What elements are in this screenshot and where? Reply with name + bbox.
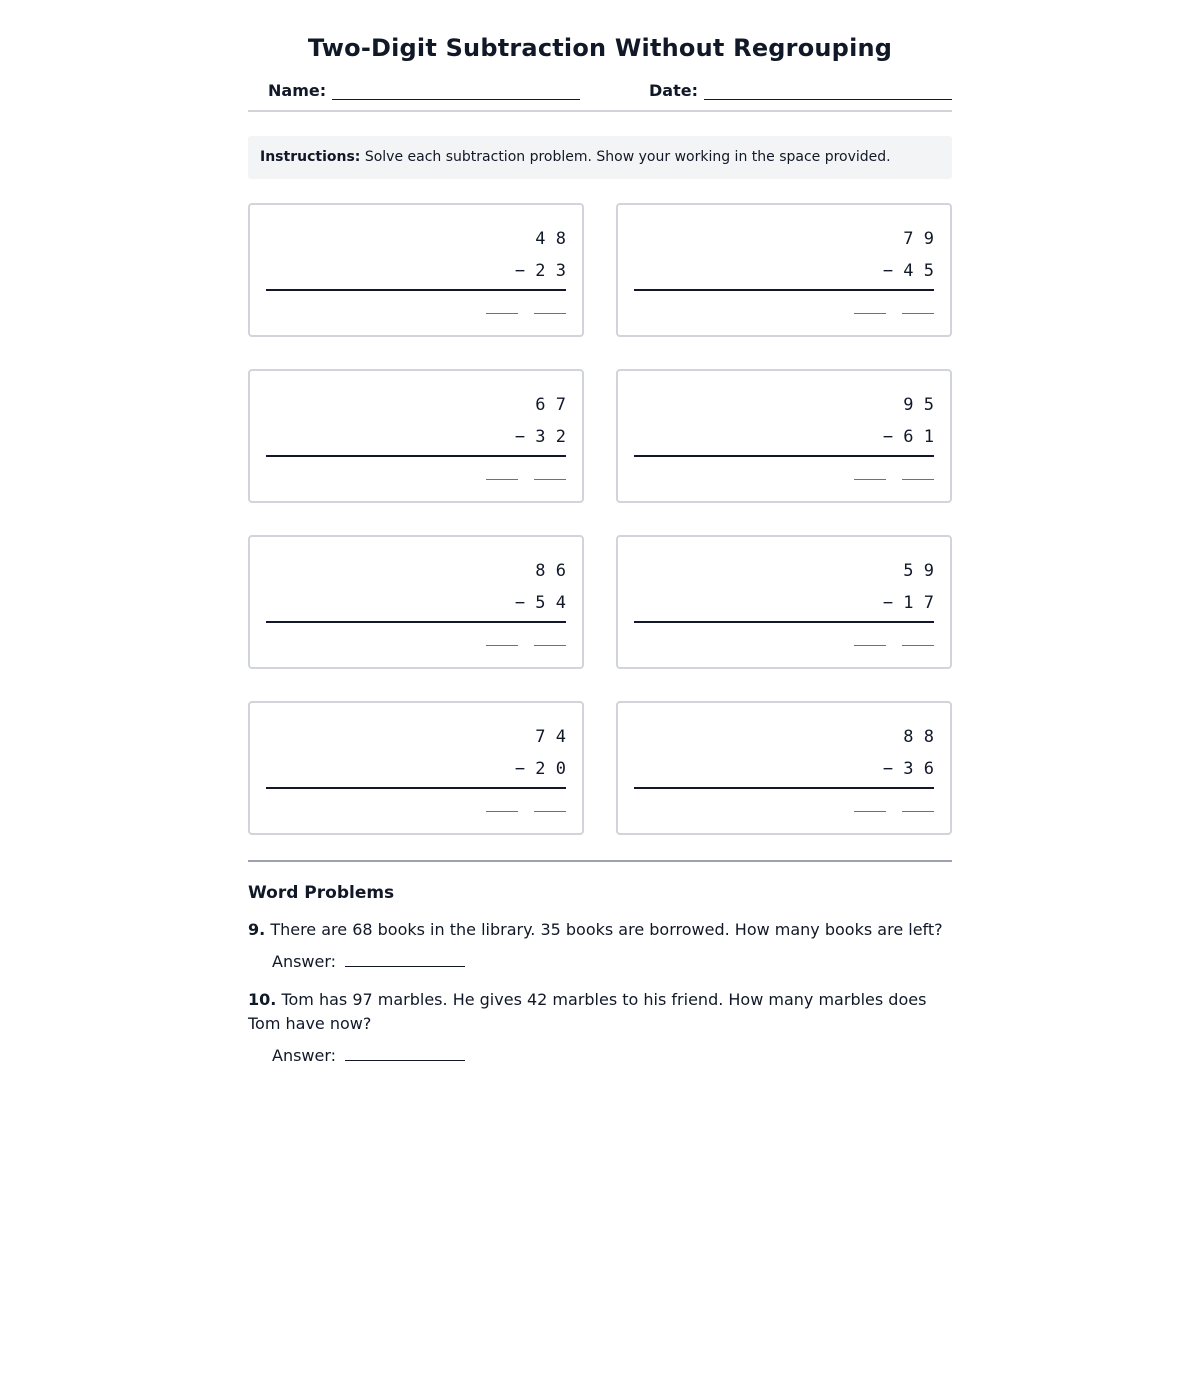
tens-answer-blank[interactable] <box>486 479 518 480</box>
tens-answer-blank[interactable] <box>854 479 886 480</box>
minuend: 8 8 <box>903 727 934 747</box>
answer-rule <box>266 289 566 291</box>
answer-rule <box>266 455 566 457</box>
tens-answer-blank[interactable] <box>854 313 886 314</box>
tens-answer-blank[interactable] <box>486 811 518 812</box>
answer-rule <box>634 455 934 457</box>
problem-card <box>616 701 952 835</box>
minuend: 5 9 <box>903 561 934 581</box>
answer-blanks <box>634 313 934 314</box>
problem-card <box>248 535 584 669</box>
subtrahend: − 2 3 <box>514 261 566 281</box>
answer-blank[interactable] <box>345 950 465 967</box>
answer-blanks <box>266 313 566 314</box>
tens-answer-blank[interactable] <box>486 313 518 314</box>
date-input-line[interactable] <box>704 81 952 100</box>
word-problem <box>248 918 952 942</box>
answer-rule <box>634 289 934 291</box>
ones-answer-blank[interactable] <box>902 313 934 314</box>
name-field <box>268 81 580 100</box>
subtrahend: − 4 5 <box>882 261 934 281</box>
problem-card <box>248 203 584 337</box>
problem-card <box>248 701 584 835</box>
answer-label: Answer: <box>272 952 337 971</box>
word-problems-title: Word Problems <box>248 883 395 903</box>
problem-card <box>616 203 952 337</box>
instructions-label: Instructions: <box>260 149 361 165</box>
problem-card <box>248 369 584 503</box>
minuend: 6 7 <box>535 395 566 415</box>
subtrahend: − 3 6 <box>882 759 934 779</box>
tens-answer-blank[interactable] <box>486 645 518 646</box>
answer-rule <box>266 787 566 789</box>
problems-grid <box>248 203 952 835</box>
answer-blanks <box>266 645 566 646</box>
answer-blanks <box>266 811 566 812</box>
answer-blanks <box>266 479 566 480</box>
header-fields <box>248 81 952 112</box>
problem-card <box>616 369 952 503</box>
subtrahend: − 3 2 <box>514 427 566 447</box>
word-problem-number: 10. <box>248 990 277 1009</box>
name-input-line[interactable] <box>332 81 580 100</box>
date-label: Date: <box>649 81 698 100</box>
answer-blanks <box>634 811 934 812</box>
minuend: 9 5 <box>903 395 934 415</box>
answer-rule <box>266 621 566 623</box>
ones-answer-blank[interactable] <box>534 313 566 314</box>
worksheet-page <box>248 0 952 1068</box>
minuend: 4 8 <box>535 229 566 249</box>
answer-line <box>248 1044 952 1068</box>
answer-rule <box>634 621 934 623</box>
subtrahend: − 1 7 <box>882 593 934 613</box>
instructions-text: Solve each subtraction problem. Show your working in the space provided. <box>364 149 891 165</box>
ones-answer-blank[interactable] <box>902 645 934 646</box>
date-field <box>649 81 952 100</box>
subtrahend: − 2 0 <box>514 759 566 779</box>
problem-card <box>616 535 952 669</box>
answer-blank[interactable] <box>345 1044 465 1061</box>
name-label: Name: <box>268 81 327 100</box>
minuend: 7 9 <box>903 229 934 249</box>
ones-answer-blank[interactable] <box>902 479 934 480</box>
answer-rule <box>634 787 934 789</box>
ones-answer-blank[interactable] <box>534 479 566 480</box>
answer-blanks <box>634 479 934 480</box>
word-problem-text: Tom has 97 marbles. He gives 42 marbles to his friend. How many marbles does Tom have now? <box>248 990 927 1033</box>
ones-answer-blank[interactable] <box>534 645 566 646</box>
answer-line <box>248 950 952 974</box>
instructions-box <box>248 136 952 179</box>
subtrahend: − 5 4 <box>514 593 566 613</box>
subtrahend: − 6 1 <box>882 427 934 447</box>
answer-label: Answer: <box>272 1046 337 1065</box>
tens-answer-blank[interactable] <box>854 645 886 646</box>
minuend: 8 6 <box>535 561 566 581</box>
word-problem-text: There are 68 books in the library. 35 books are borrowed. How many books are left? <box>270 920 943 939</box>
ones-answer-blank[interactable] <box>902 811 934 812</box>
page-title: Two-Digit Subtraction Without Regrouping <box>307 34 893 62</box>
answer-blanks <box>634 645 934 646</box>
section-divider <box>248 860 952 862</box>
tens-answer-blank[interactable] <box>854 811 886 812</box>
ones-answer-blank[interactable] <box>534 811 566 812</box>
minuend: 7 4 <box>535 727 566 747</box>
word-problem-number: 9. <box>248 920 266 939</box>
word-problem <box>248 988 952 1036</box>
